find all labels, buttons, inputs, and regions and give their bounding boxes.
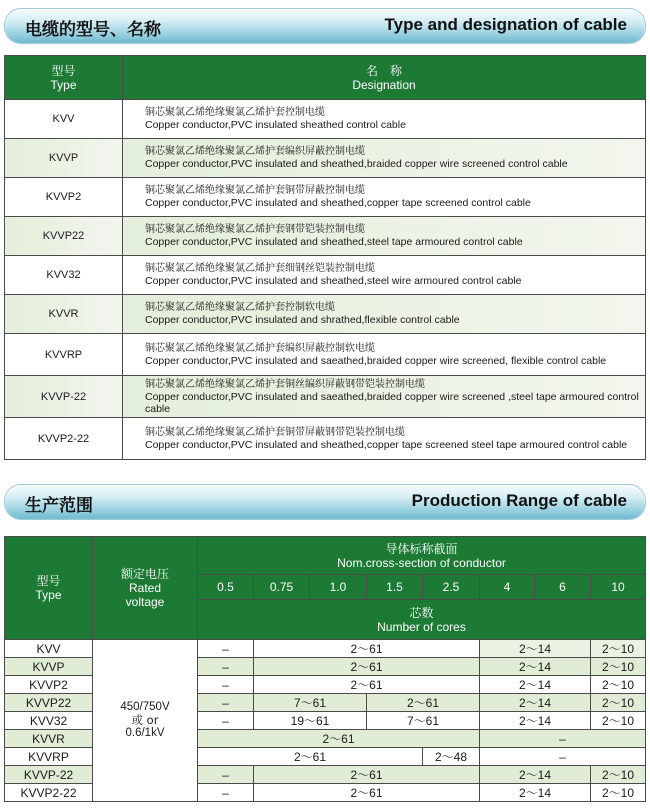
size-header: 0.5: [198, 575, 254, 600]
type-cell: KVVRP: [5, 748, 93, 766]
range-cell: –: [198, 712, 254, 730]
type-cell: KVVP22: [5, 694, 93, 712]
size-header: 2.5: [423, 575, 480, 600]
table-row: [5, 217, 646, 256]
table-row: [5, 100, 646, 139]
type-cell: KVVP2-22: [5, 784, 93, 802]
range-cell: 2～14: [480, 658, 591, 676]
section-banner-production-range: [4, 484, 646, 520]
type-cell: KVVR: [5, 295, 123, 334]
size-header: 1.5: [367, 575, 423, 600]
range-cell: 2～61: [254, 640, 480, 658]
size-header: 10: [591, 575, 646, 600]
range-cell: –: [198, 658, 254, 676]
type-cell: KVVP-22: [5, 376, 123, 418]
type-cell: KVVP: [5, 139, 123, 178]
type-cell: KVVRP: [5, 334, 123, 376]
designation-cell: 铜芯聚氯乙烯绝缘聚氯乙烯护套细钢丝铠装控制电缆 Copper conductor,PVC insulated and sheathed,steel wire armoured control cable: [123, 256, 646, 295]
range-cell: –: [198, 784, 254, 802]
range-cell: 2～14: [480, 784, 591, 802]
type-cell: KVVP-22: [5, 766, 93, 784]
size-header: 1.0: [310, 575, 367, 600]
header-rated-voltage: 额定电压 Rated voltage: [93, 537, 198, 640]
range-cell: 2～14: [480, 694, 591, 712]
range-cell: –: [480, 748, 646, 766]
range-cell: 2～14: [480, 712, 591, 730]
range-cell: 2～61: [198, 748, 423, 766]
range-cell: –: [198, 640, 254, 658]
header-cross-section: 导体标称截面 Nom.cross-section of conductor: [198, 537, 646, 575]
designation-cell: 铜芯聚氯乙烯绝缘聚氯乙烯护套铜带屏蔽控制电缆 Copper conductor,PVC insulated and sheathed,copper tape screened control cable: [123, 178, 646, 217]
type-cell: KVVP2: [5, 178, 123, 217]
designation-cell: 铜芯聚氯乙烯绝缘聚氯乙烯护套钢带铠装控制电缆 Copper conductor,PVC insulated and sheathed,steel tape armoured control cable: [123, 217, 646, 256]
table-row: [5, 334, 646, 376]
section-title-zh: 电缆的型号、名称: [25, 20, 161, 40]
range-cell: 2～61: [367, 694, 480, 712]
range-cell: –: [198, 766, 254, 784]
production-range-table: [4, 536, 646, 802]
designation-cell: 铜芯聚氯乙烯绝缘聚氯乙烯护套铜丝编织屏蔽钢带铠装控制电缆 Copper conductor,PVC insulated and saeathed,braided copper wire screened ,steel tape armoured control cable: [123, 376, 646, 418]
section-title-en: Production Range of cable: [411, 491, 627, 510]
range-cell: 19～61: [254, 712, 367, 730]
table-row: [5, 376, 646, 418]
range-cell: 7～61: [367, 712, 480, 730]
range-cell: 7～61: [254, 694, 367, 712]
header-type: 型号 Type: [5, 56, 123, 100]
type-cell: KVVP2-22: [5, 418, 123, 460]
range-cell: 2～10: [591, 676, 646, 694]
type-cell: KVVP: [5, 658, 93, 676]
section-banner-type-designation: [4, 8, 646, 44]
range-cell: 2～61: [254, 658, 480, 676]
designation-cell: 铜芯聚氯乙烯绝缘聚氯乙烯护套编织屏蔽控制电缆 Copper conductor,PVC insulated and sheathed,braided copper wire screened control cable: [123, 139, 646, 178]
range-cell: 2～14: [480, 640, 591, 658]
table-row: [5, 256, 646, 295]
range-cell: –: [198, 676, 254, 694]
header-type: 型号 Type: [5, 537, 93, 640]
header-number-of-cores: 芯数 Number of cores: [198, 600, 646, 640]
type-designation-table: [4, 55, 646, 460]
range-cell: 2～10: [591, 694, 646, 712]
range-cell: 2～14: [480, 766, 591, 784]
header-designation: 名 称 Designation: [123, 56, 646, 100]
table-row: [5, 178, 646, 217]
table-row: [5, 640, 646, 658]
type-cell: KVV: [5, 100, 123, 139]
type-cell: KVVP22: [5, 217, 123, 256]
type-cell: KVV32: [5, 712, 93, 730]
size-header: 6: [535, 575, 591, 600]
range-cell: 2～10: [591, 766, 646, 784]
range-cell: 2～61: [254, 676, 480, 694]
range-cell: –: [198, 694, 254, 712]
designation-cell: 铜芯聚氯乙烯绝缘聚氯乙烯护套控制软电缆 Copper conductor,PVC insulated and shrathed,flexible control cable: [123, 295, 646, 334]
type-cell: KVVR: [5, 730, 93, 748]
range-cell: 2～48: [423, 748, 480, 766]
rated-voltage-cell: 450/750V 或 or 0.6/1kV: [93, 640, 198, 802]
range-cell: 2～61: [198, 730, 480, 748]
type-cell: KVV32: [5, 256, 123, 295]
range-cell: 2～10: [591, 712, 646, 730]
section-title-zh: 生产范围: [25, 496, 93, 516]
designation-cell: 铜芯聚氯乙烯绝缘聚氯乙烯护套控制电缆 Copper conductor,PVC insulated sheathed control cable: [123, 100, 646, 139]
range-cell: 2～61: [254, 784, 480, 802]
range-cell: 2～10: [591, 784, 646, 802]
type-cell: KVV: [5, 640, 93, 658]
size-header: 0.75: [254, 575, 310, 600]
section-title-en: Type and designation of cable: [384, 15, 627, 34]
table-row: [5, 295, 646, 334]
range-cell: 2～14: [480, 676, 591, 694]
table-row: [5, 418, 646, 460]
range-cell: 2～10: [591, 640, 646, 658]
range-cell: 2～61: [254, 766, 480, 784]
type-cell: KVVP2: [5, 676, 93, 694]
designation-cell: 铜芯聚氯乙烯绝缘聚氯乙烯护套铜带屏蔽钢带铠装控制电缆 Copper conductor,PVC insulated and sheathed,copper tape screened steel tape armoured control cable: [123, 418, 646, 460]
designation-cell: 铜芯聚氯乙烯绝缘聚氯乙烯护套编织屏蔽控制软电缆 Copper conductor,PVC insulated and saeathed,braided copper wire screened, flexible control cable: [123, 334, 646, 376]
size-header: 4: [480, 575, 535, 600]
table-row: [5, 139, 646, 178]
range-cell: –: [480, 730, 646, 748]
range-cell: 2～10: [591, 658, 646, 676]
